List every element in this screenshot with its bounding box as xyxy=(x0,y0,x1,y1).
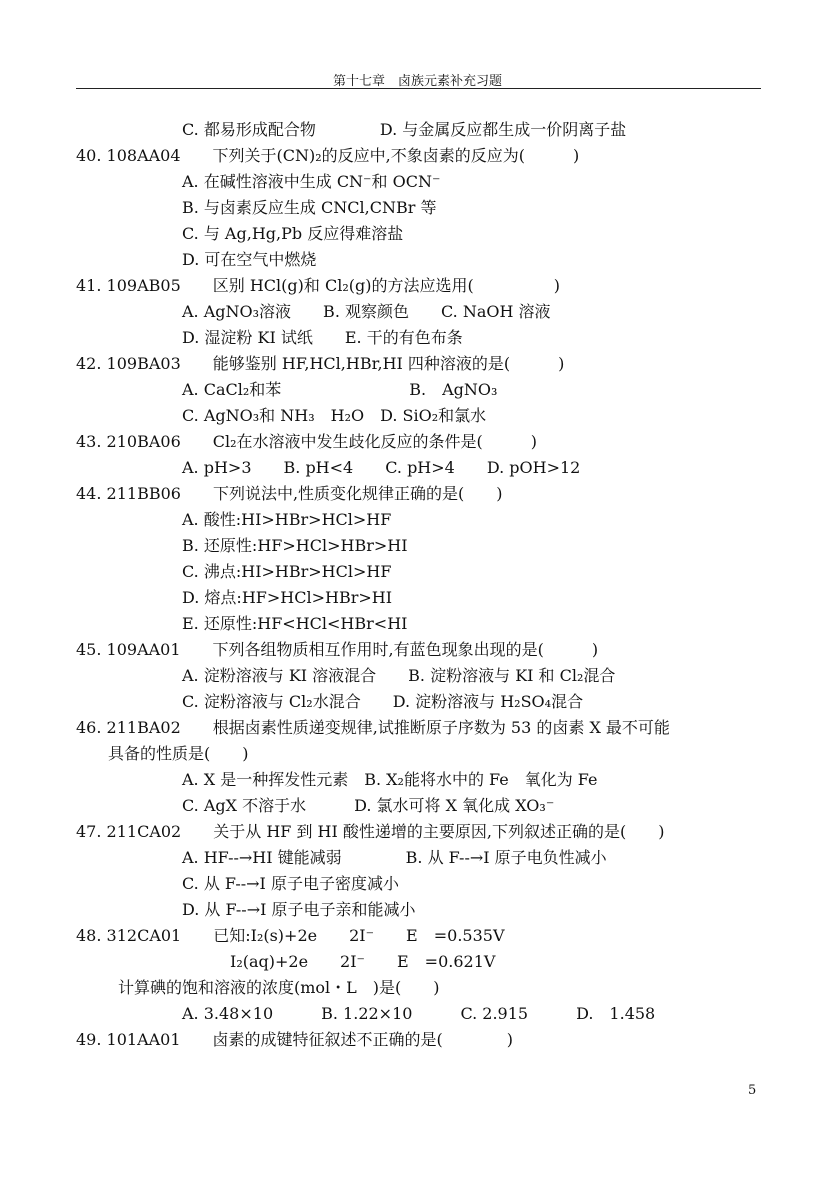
option-line: A. AgNO₃溶液 B. 观察颜色 C. NaOH 溶液 xyxy=(182,302,551,321)
option-line: C. 淀粉溶液与 Cl₂水混合 D. 淀粉溶液与 H₂SO₄混合 xyxy=(182,692,584,711)
question-49: 49. 101AA01 卤素的成键特征叙述不正确的是( ) xyxy=(76,1030,514,1049)
question-40: 40. 108AA04 下列关于(CN)₂的反应中,不象卤素的反应为( ) xyxy=(76,146,580,165)
option-line: D. 从 F--→I 原子电子亲和能减小 xyxy=(182,900,416,919)
question-42: 42. 109BA03 能够鉴别 HF,HCl,HBr,HI 四种溶液的是( ) xyxy=(76,354,565,373)
option-line: A. pH>3 B. pH<4 C. pH>4 D. pOH>12 xyxy=(182,458,581,477)
option-line: C. AgX 不溶于水 D. 氯水可将 X 氧化成 XO₃⁻ xyxy=(182,796,555,815)
header-rule xyxy=(76,88,761,89)
question-43: 43. 210BA06 Cl₂在水溶液中发生歧化反应的条件是( ) xyxy=(76,432,538,451)
question-46-cont: 具备的性质是( ) xyxy=(108,744,249,763)
option-line: A. X 是一种挥发性元素 B. X₂能将水中的 Fe 氧化为 Fe xyxy=(182,770,598,789)
question-48-cont: 计算碘的饱和溶液的浓度(mol・L )是( ) xyxy=(118,978,440,997)
option-line: A. CaCl₂和苯 B. AgNO₃ xyxy=(182,380,498,399)
option-line: B. 还原性:HF>HCl>HBr>HI xyxy=(182,536,408,555)
question-41: 41. 109AB05 区别 HCl(g)和 Cl₂(g)的方法应选用( ) xyxy=(76,276,560,295)
question-48: 48. 312CA01 已知:I₂(s)+2e 2I⁻ E =0.535V xyxy=(76,926,505,945)
option-line: C. 沸点:HI>HBr>HCl>HF xyxy=(182,562,392,581)
equation-line: I₂(aq)+2e 2I⁻ E =0.621V xyxy=(230,952,496,971)
question-45: 45. 109AA01 下列各组物质相互作用时,有蓝色现象出现的是( ) xyxy=(76,640,599,659)
option-line: D. 可在空气中燃烧 xyxy=(182,250,317,269)
option-line: A. 在碱性溶液中生成 CN⁻和 OCN⁻ xyxy=(182,172,441,191)
option-line: A. 3.48×10 B. 1.22×10 C. 2.915 D. 1.458 xyxy=(182,1004,656,1023)
question-46: 46. 211BA02 根据卤素性质递变规律,试推断原子序数为 53 的卤素 X 最不可能 xyxy=(76,718,670,737)
option-line: A. HF--→HI 键能减弱 B. 从 F--→I 原子电负性减小 xyxy=(182,848,607,867)
question-47: 47. 211CA02 关于从 HF 到 HI 酸性递增的主要原因,下列叙述正确的是( ) xyxy=(76,822,665,841)
page-number: 5 xyxy=(748,1083,757,1098)
option-line: A. 酸性:HI>HBr>HCl>HF xyxy=(182,510,392,529)
option-line: C. 从 F--→I 原子电子密度减小 xyxy=(182,874,399,893)
option-line: A. 淀粉溶液与 KI 溶液混合 B. 淀粉溶液与 KI 和 Cl₂混合 xyxy=(182,666,616,685)
option-line: C. 与 Ag,Hg,Pb 反应得难溶盐 xyxy=(182,224,404,243)
option-line: D. 熔点:HF>HCl>HBr>HI xyxy=(182,588,393,607)
option-line: B. 与卤素反应生成 CNCl,CNBr 等 xyxy=(182,198,437,217)
page-header: 第十七章 卤族元素补充习题 xyxy=(332,74,502,89)
option-line: C. AgNO₃和 NH₃ H₂O D. SiO₂和氯水 xyxy=(182,406,487,425)
option-line: E. 还原性:HF<HCl<HBr<HI xyxy=(182,614,408,633)
question-44: 44. 211BB06 下列说法中,性质变化规律正确的是( ) xyxy=(76,484,503,503)
text-line: C. 都易形成配合物 D. 与金属反应都生成一价阴离子盐 xyxy=(182,120,627,139)
option-line: D. 湿淀粉 KI 试纸 E. 干的有色布条 xyxy=(182,328,463,347)
